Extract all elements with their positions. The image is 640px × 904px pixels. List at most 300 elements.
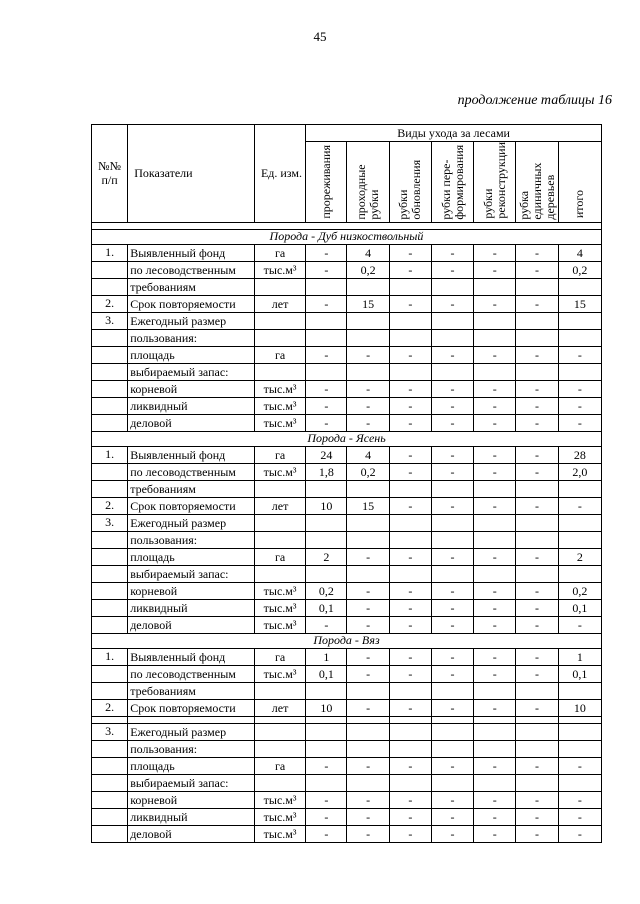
indicator-cell: выбираемый запас: [128, 363, 255, 380]
value-cell [389, 278, 431, 295]
value-cell [516, 723, 558, 740]
value-cell: - [389, 599, 431, 616]
value-cell: - [306, 244, 347, 261]
unit-cell [254, 312, 305, 329]
value-cell: 15 [347, 497, 389, 514]
value-cell: - [516, 757, 558, 774]
row-number: 2. [92, 497, 128, 514]
value-cell: 0,2 [558, 261, 601, 278]
table-row [92, 244, 602, 261]
value-cell [347, 278, 389, 295]
row-number [92, 665, 128, 682]
value-cell: - [516, 497, 558, 514]
indicator-cell: площадь [128, 757, 255, 774]
value-cell [474, 565, 516, 582]
row-number [92, 531, 128, 548]
value-cell [389, 723, 431, 740]
page-number: 45 [313, 29, 327, 44]
value-cell: - [431, 414, 473, 431]
table-row [92, 565, 602, 582]
value-cell: - [558, 616, 601, 633]
value-cell [306, 329, 347, 346]
table-row [92, 397, 602, 414]
table-row [92, 480, 602, 497]
row-number [92, 363, 128, 380]
value-cell: - [516, 548, 558, 565]
value-cell: - [431, 446, 473, 463]
value-cell [306, 363, 347, 380]
continuation-caption: продолжение таблицы 16 [457, 93, 612, 108]
value-cell [558, 363, 601, 380]
value-cell: - [516, 463, 558, 480]
unit-cell: га [254, 244, 305, 261]
value-cell: - [558, 380, 601, 397]
value-cell: - [347, 582, 389, 599]
value-cell: 0,1 [558, 599, 601, 616]
row-number: 3. [92, 723, 128, 740]
value-cell: - [306, 346, 347, 363]
value-cell [347, 723, 389, 740]
value-cell: - [431, 825, 473, 842]
value-cell: - [347, 791, 389, 808]
unit-cell: га [254, 446, 305, 463]
header-type-passage-cutting: проходные рубки [347, 142, 389, 223]
row-number: 3. [92, 312, 128, 329]
value-cell: - [306, 616, 347, 633]
row-number [92, 480, 128, 497]
header-spacer-row [92, 222, 602, 229]
value-cell [431, 565, 473, 582]
table-row [92, 312, 602, 329]
indicator-cell: корневой [128, 791, 255, 808]
value-cell: - [558, 397, 601, 414]
value-cell: - [431, 463, 473, 480]
row-number [92, 599, 128, 616]
value-cell: - [431, 699, 473, 716]
value-cell: - [389, 699, 431, 716]
value-cell [558, 329, 601, 346]
value-cell: 2 [558, 548, 601, 565]
indicator-cell: Выявленный фонд [128, 244, 255, 261]
table-row [92, 582, 602, 599]
value-cell [389, 682, 431, 699]
value-cell: - [431, 665, 473, 682]
indicator-cell: деловой [128, 414, 255, 431]
value-cell: - [474, 648, 516, 665]
value-cell [347, 565, 389, 582]
value-cell: - [389, 446, 431, 463]
indicator-cell: ликвидный [128, 397, 255, 414]
value-cell [389, 363, 431, 380]
indicator-cell: корневой [128, 582, 255, 599]
value-cell: - [474, 757, 516, 774]
indicator-cell: площадь [128, 548, 255, 565]
unit-cell: тыс.м³ [254, 380, 305, 397]
spacer-cell [347, 716, 389, 723]
spacer-cell [92, 716, 128, 723]
value-cell: 10 [306, 497, 347, 514]
unit-cell [254, 363, 305, 380]
value-cell: - [474, 261, 516, 278]
indicator-cell: Выявленный фонд [128, 446, 255, 463]
table-row [92, 295, 602, 312]
unit-cell: тыс.м³ [254, 825, 305, 842]
value-cell: - [474, 463, 516, 480]
unit-cell: тыс.м³ [254, 665, 305, 682]
value-cell: - [389, 648, 431, 665]
value-cell: - [389, 665, 431, 682]
row-number [92, 582, 128, 599]
indicator-cell: Ежегодный размер [128, 723, 255, 740]
indicator-cell: выбираемый запас: [128, 774, 255, 791]
value-cell: - [431, 757, 473, 774]
value-cell: - [431, 616, 473, 633]
table-row [92, 346, 602, 363]
row-number [92, 548, 128, 565]
value-cell [431, 329, 473, 346]
unit-cell: тыс.м³ [254, 791, 305, 808]
value-cell: - [389, 346, 431, 363]
value-cell: - [389, 380, 431, 397]
value-cell: - [389, 791, 431, 808]
species-row [92, 633, 602, 648]
value-cell: - [474, 295, 516, 312]
value-cell [558, 774, 601, 791]
value-cell: - [389, 808, 431, 825]
value-cell: - [431, 548, 473, 565]
value-cell: - [516, 825, 558, 842]
value-cell: - [474, 414, 516, 431]
value-cell: - [516, 648, 558, 665]
value-cell: - [474, 244, 516, 261]
unit-cell: тыс.м³ [254, 582, 305, 599]
indicator-cell: ликвидный [128, 808, 255, 825]
value-cell: 0,2 [347, 261, 389, 278]
table-row [92, 329, 602, 346]
value-cell: - [516, 261, 558, 278]
unit-cell: га [254, 757, 305, 774]
value-cell: - [389, 497, 431, 514]
table-row [92, 757, 602, 774]
value-cell [431, 740, 473, 757]
value-cell: - [347, 665, 389, 682]
value-cell: - [431, 599, 473, 616]
value-cell [474, 312, 516, 329]
value-cell [558, 531, 601, 548]
value-cell [389, 531, 431, 548]
value-cell [516, 363, 558, 380]
header-type-single-tree-cutting: рубка единичных деревьев [516, 142, 558, 223]
value-cell: - [558, 757, 601, 774]
value-cell: 0,1 [306, 599, 347, 616]
unit-cell: тыс.м³ [254, 599, 305, 616]
row-number: 1. [92, 446, 128, 463]
value-cell: - [431, 791, 473, 808]
value-cell [347, 740, 389, 757]
value-cell: - [516, 791, 558, 808]
unit-cell [254, 480, 305, 497]
value-cell: - [431, 582, 473, 599]
value-cell: - [347, 648, 389, 665]
value-cell [347, 329, 389, 346]
value-cell: - [474, 599, 516, 616]
header-unit: Ед. изм. [254, 125, 305, 223]
value-cell [347, 682, 389, 699]
value-cell: - [474, 791, 516, 808]
value-cell [516, 565, 558, 582]
header-number: №№ п/п [92, 125, 128, 223]
spacer-row [92, 716, 602, 723]
unit-cell [254, 774, 305, 791]
value-cell: 24 [306, 446, 347, 463]
value-cell: 0,1 [306, 665, 347, 682]
value-cell: - [306, 261, 347, 278]
value-cell: - [389, 825, 431, 842]
value-cell: - [389, 244, 431, 261]
value-cell [389, 774, 431, 791]
value-cell [306, 312, 347, 329]
value-cell: - [389, 616, 431, 633]
value-cell: - [347, 616, 389, 633]
table-row [92, 648, 602, 665]
value-cell [431, 514, 473, 531]
unit-cell: тыс.м³ [254, 261, 305, 278]
value-cell: - [474, 808, 516, 825]
value-cell: 4 [558, 244, 601, 261]
value-cell: - [516, 599, 558, 616]
value-cell: - [306, 295, 347, 312]
value-cell: - [431, 648, 473, 665]
value-cell: - [347, 380, 389, 397]
value-cell: 0,1 [558, 665, 601, 682]
value-cell [516, 278, 558, 295]
value-cell: - [516, 665, 558, 682]
spacer-cell [431, 716, 473, 723]
row-number [92, 278, 128, 295]
row-number [92, 616, 128, 633]
value-cell: - [347, 414, 389, 431]
value-cell [347, 363, 389, 380]
indicator-cell: выбираемый запас: [128, 565, 255, 582]
species-title: Порода - Ясень [92, 431, 602, 446]
value-cell: 0,2 [558, 582, 601, 599]
value-cell [474, 723, 516, 740]
value-cell: - [347, 808, 389, 825]
value-cell: - [347, 548, 389, 565]
unit-cell: лет [254, 699, 305, 716]
indicator-cell: требованиям [128, 480, 255, 497]
value-cell [558, 480, 601, 497]
value-cell: - [431, 295, 473, 312]
header-type-reconstruction-cutting: рубки реконструкции [474, 142, 516, 223]
table-row [92, 774, 602, 791]
header-type-renewal-cutting: рубки обновления [389, 142, 431, 223]
value-cell [306, 774, 347, 791]
value-cell [431, 774, 473, 791]
value-cell [389, 329, 431, 346]
value-cell [558, 740, 601, 757]
table-row [92, 548, 602, 565]
unit-cell: тыс.м³ [254, 414, 305, 431]
value-cell: - [431, 261, 473, 278]
row-number [92, 757, 128, 774]
value-cell: - [558, 825, 601, 842]
value-cell: - [474, 548, 516, 565]
value-cell: 0,2 [306, 582, 347, 599]
value-cell: 4 [347, 446, 389, 463]
table-row [92, 514, 602, 531]
value-cell: - [516, 346, 558, 363]
unit-cell: лет [254, 497, 305, 514]
indicator-cell: требованиям [128, 278, 255, 295]
value-cell [474, 740, 516, 757]
species-row [92, 229, 602, 244]
row-number [92, 414, 128, 431]
value-cell [516, 531, 558, 548]
row-number: 1. [92, 648, 128, 665]
value-cell: - [389, 757, 431, 774]
table-row [92, 446, 602, 463]
spacer-cell [389, 716, 431, 723]
row-number [92, 346, 128, 363]
value-cell: - [516, 616, 558, 633]
spacer-cell [254, 716, 305, 723]
value-cell: 1 [306, 648, 347, 665]
value-cell: - [347, 757, 389, 774]
forest-care-table [91, 124, 602, 843]
indicator-cell: Ежегодный размер [128, 312, 255, 329]
unit-cell [254, 329, 305, 346]
row-number [92, 682, 128, 699]
value-cell [474, 682, 516, 699]
table-row [92, 808, 602, 825]
table-header [92, 125, 602, 230]
value-cell: - [347, 599, 389, 616]
table-row [92, 531, 602, 548]
value-cell [474, 480, 516, 497]
value-cell [516, 480, 558, 497]
value-cell: - [516, 582, 558, 599]
value-cell [431, 480, 473, 497]
value-cell [431, 682, 473, 699]
value-cell: - [474, 665, 516, 682]
indicator-cell: пользования: [128, 329, 255, 346]
value-cell [474, 774, 516, 791]
unit-cell: тыс.м³ [254, 616, 305, 633]
value-cell: - [558, 497, 601, 514]
value-cell: 2 [306, 548, 347, 565]
unit-cell [254, 723, 305, 740]
value-cell: - [347, 397, 389, 414]
indicator-cell: Выявленный фонд [128, 648, 255, 665]
value-cell [516, 514, 558, 531]
value-cell [347, 531, 389, 548]
value-cell: - [389, 414, 431, 431]
value-cell: - [347, 346, 389, 363]
value-cell [347, 312, 389, 329]
value-cell: - [516, 414, 558, 431]
indicator-cell: по лесоводственным [128, 261, 255, 278]
value-cell: - [516, 244, 558, 261]
table-row [92, 740, 602, 757]
header-type-thinning: прореживания [306, 142, 347, 223]
value-cell: 2,0 [558, 463, 601, 480]
value-cell: - [306, 380, 347, 397]
value-cell: - [431, 380, 473, 397]
value-cell: 10 [558, 699, 601, 716]
value-cell [558, 723, 601, 740]
table-row [92, 414, 602, 431]
table-row [92, 278, 602, 295]
value-cell [431, 531, 473, 548]
value-cell [474, 531, 516, 548]
value-cell: - [306, 808, 347, 825]
header-type-reforming-cutting: рубки пере-формирования [431, 142, 473, 223]
table-row [92, 497, 602, 514]
value-cell [431, 278, 473, 295]
table-row [92, 616, 602, 633]
row-number: 2. [92, 295, 128, 312]
table-row [92, 682, 602, 699]
value-cell: - [347, 825, 389, 842]
value-cell: - [347, 699, 389, 716]
unit-cell: лет [254, 295, 305, 312]
row-number: 2. [92, 699, 128, 716]
value-cell [431, 723, 473, 740]
value-cell: - [558, 414, 601, 431]
unit-cell: га [254, 346, 305, 363]
indicator-cell: Срок повторяемости [128, 699, 255, 716]
indicator-cell: требованиям [128, 682, 255, 699]
value-cell: - [306, 414, 347, 431]
value-cell: - [431, 346, 473, 363]
value-cell: - [306, 397, 347, 414]
value-cell [516, 682, 558, 699]
value-cell: 28 [558, 446, 601, 463]
spacer-cell [558, 716, 601, 723]
table-row [92, 699, 602, 716]
table-row [92, 791, 602, 808]
indicator-cell: по лесоводственным [128, 463, 255, 480]
unit-cell [254, 565, 305, 582]
value-cell: - [431, 244, 473, 261]
value-cell: - [516, 397, 558, 414]
row-number [92, 565, 128, 582]
value-cell [306, 565, 347, 582]
value-cell: - [389, 548, 431, 565]
value-cell [516, 329, 558, 346]
indicator-cell: площадь [128, 346, 255, 363]
value-cell [558, 278, 601, 295]
value-cell: - [389, 261, 431, 278]
row-number [92, 808, 128, 825]
value-cell: - [474, 582, 516, 599]
value-cell: - [474, 616, 516, 633]
table-row [92, 825, 602, 842]
value-cell [474, 514, 516, 531]
value-cell [347, 774, 389, 791]
indicator-cell: пользования: [128, 740, 255, 757]
unit-cell [254, 514, 305, 531]
indicator-cell: деловой [128, 825, 255, 842]
value-cell [558, 514, 601, 531]
table-row [92, 463, 602, 480]
unit-cell: тыс.м³ [254, 397, 305, 414]
header-indicator: Показатели [128, 125, 255, 223]
value-cell: 1 [558, 648, 601, 665]
value-cell [389, 312, 431, 329]
value-cell: - [389, 397, 431, 414]
